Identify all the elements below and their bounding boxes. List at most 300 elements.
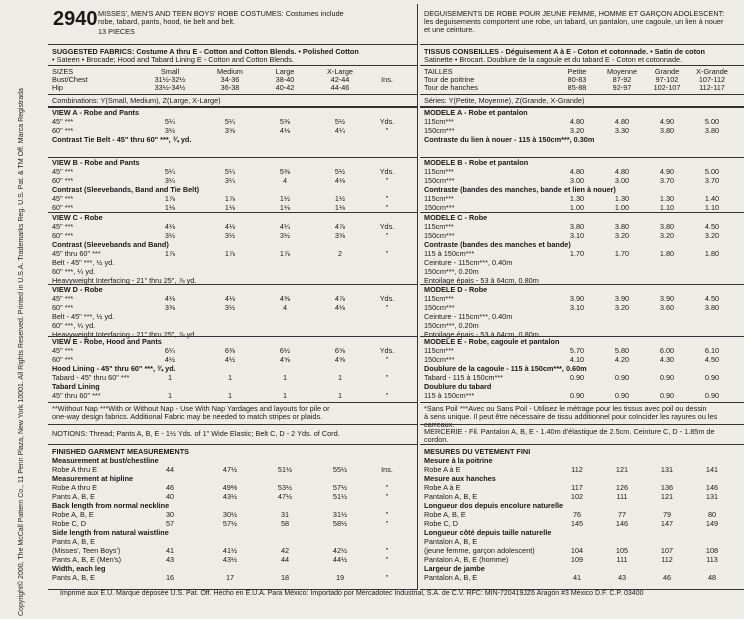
- copyright-sidebar: Copyright© 2000, The McCall Pattern Co., 11 Penn Plaza, New York 10001. All Rights Reserved. Printed in U.S.A. Trademarks Reg. U.S. Pat. & TM Off. Marca Registrada: [18, 88, 25, 616]
- modele-row-value: 3.10: [569, 303, 585, 312]
- mesure-row-value: 43: [617, 573, 627, 582]
- modele-row-value: 1.00: [614, 203, 630, 212]
- modele-row-value: 4.80: [614, 167, 630, 176]
- mesure-row-value: 136: [660, 483, 674, 492]
- finished-heading: FINISHED GARMENT MEASUREMENTS: [52, 447, 190, 456]
- modele-text: Contraste du lien à nouer - 115 à 150cm***, 0.30m: [424, 135, 595, 144]
- taille-value: 92-97: [612, 83, 632, 92]
- finished-row-value: 44: [280, 555, 290, 564]
- view-row-value: 1: [167, 391, 173, 400]
- finished-row-value: 43: [165, 555, 175, 564]
- mercerie: MERCERIE - Fil. Pantalon A, B, E - 1.40m d'élastique de 2.5cm. Ceinture C, D - 1.85m de: [424, 427, 715, 436]
- mesure-row-value: 121: [615, 465, 629, 474]
- view-row-value: 3½: [164, 126, 176, 135]
- view-row-value: 1⅞: [224, 249, 236, 258]
- view-row-value: 1½: [279, 194, 291, 203]
- combinations: Combinations: Y(Small, Medium), Z(Large, X-Large): [52, 96, 221, 105]
- finished-row-label: Robe A thru E: [52, 483, 98, 492]
- view-row-value: 1: [282, 373, 288, 382]
- modele-row-value: 5.00: [704, 167, 720, 176]
- view-row-value: 3⅜: [164, 303, 176, 312]
- modele-text: 150cm***, 0.20m: [424, 321, 479, 330]
- size-value: 40-42: [275, 83, 295, 92]
- modele-row-value: 0.90: [704, 391, 720, 400]
- size-unit: Ins.: [381, 75, 393, 84]
- view-row-value: 6½: [279, 346, 291, 355]
- view-row-label: 60" ***: [52, 355, 74, 364]
- view-row-value: 4⅛: [164, 294, 176, 303]
- modele-row-value: 1.30: [659, 194, 675, 203]
- modele-row-value: 1.30: [569, 194, 585, 203]
- view-row-value: 1½: [334, 194, 346, 203]
- view-row-value: 4⅛: [224, 294, 236, 303]
- notions-bottom-rule: [48, 444, 418, 445]
- finished-heading: Back length from normal neckline: [52, 501, 170, 510]
- modele-row-value: 0.90: [704, 373, 720, 382]
- view-text: 60" ***, ¼ yd.: [52, 321, 96, 330]
- view-row-value: 1: [167, 373, 173, 382]
- modele-row-value: 0.90: [659, 373, 675, 382]
- mesure-row-value: 102: [570, 492, 584, 501]
- mesure-row-value: 107: [660, 546, 674, 555]
- modele-row-value: 0.90: [659, 391, 675, 400]
- size-value: 44-46: [330, 83, 350, 92]
- mesure-row-label: Pantalon A, B, E (homme): [424, 555, 509, 564]
- modele-row-label: 150cm***: [424, 355, 455, 364]
- modele-row-label: 115cm***: [424, 117, 454, 126]
- finished-row-label: Robe C, D: [52, 519, 87, 528]
- finished-row-value: 17: [225, 573, 235, 582]
- view-row-value: 1⅞: [224, 194, 236, 203]
- view-row-value: 3½: [224, 303, 236, 312]
- finished-row-label: Robe A thru E: [52, 465, 98, 474]
- size-value: 31½-32½: [154, 75, 186, 84]
- view-row-value: 1: [282, 391, 288, 400]
- center-divider: [417, 4, 418, 589]
- mesure-row-label: (jeune femme, garçon adolescent): [424, 546, 535, 555]
- modele-row-label: 150cm***: [424, 231, 455, 240]
- view-text: VIEW B - Robe and Pants: [52, 158, 140, 167]
- mesure-row-value: 113: [706, 555, 718, 564]
- finished-row-value: 47½: [277, 492, 293, 501]
- fabrics-rule: [48, 65, 418, 66]
- size-value: 38-40: [275, 75, 295, 84]
- modele-row-value: 3.80: [659, 126, 675, 135]
- mesure-row-value: 111: [616, 492, 628, 501]
- taille-value: 85-88: [567, 83, 587, 92]
- mesure-heading: MESURES DU VETEMENT FINI: [424, 447, 531, 456]
- modele-text: MODELE C - Robe: [424, 213, 488, 222]
- taille-value: Petite: [567, 67, 587, 76]
- view-row-value: 5¼: [164, 117, 176, 126]
- english-panel: [48, 4, 418, 589]
- view-row-value: 1⅞: [164, 249, 176, 258]
- modele-row-label: 115 à 150cm***: [424, 391, 475, 400]
- modele-row-label: 115cm***: [424, 194, 454, 203]
- modele-row-value: 4.90: [659, 117, 675, 126]
- header-line: MISSES', MEN'S AND TEEN BOYS' ROBE COSTUMES: Costumes include: [98, 9, 344, 18]
- mesure-row-value: 121: [660, 492, 674, 501]
- view-row-value: ": [385, 373, 389, 382]
- nap-fr-text: à sens unique. Il peut être nécessaire de tissu additionnel pour coïncider les rayures ou les: [424, 412, 718, 421]
- fabrics-fr-rule: [420, 65, 744, 66]
- view-row-value: 4⅛: [334, 303, 346, 312]
- finished-row-value: Ins.: [381, 465, 393, 474]
- finished-row-value: 43½: [222, 555, 238, 564]
- mesure-row-label: Robe C, D: [424, 519, 459, 528]
- modele-row-value: 3.80: [704, 303, 720, 312]
- notions: NOTIONS: Thread; Pants A, B, E - 1½ Yds. of 1" Wide Elastic; Belt C, D - 2 Yds. of Cord.: [52, 429, 340, 438]
- view-row-value: Yds.: [379, 117, 395, 126]
- view-row-value: 5¼: [224, 167, 236, 176]
- taille-value: Grande: [654, 67, 680, 76]
- modele-row-value: 1.10: [704, 203, 720, 212]
- view-row-label: 60" ***: [52, 203, 74, 212]
- modele-text: 150cm***, 0.20m: [424, 267, 479, 276]
- modele-row-value: 1.70: [569, 249, 585, 258]
- modele-row-value: 0.90: [614, 373, 630, 382]
- notions-rule: [48, 424, 418, 425]
- taille-value: 80-83: [567, 75, 587, 84]
- view-row-value: 5¼: [164, 167, 176, 176]
- taille-value: 107-112: [698, 75, 726, 84]
- modele-row-value: 1.00: [569, 203, 585, 212]
- nap-text: **Without Nap ***With or Without Nap - Use With Nap Yardages and layouts for pile or: [52, 404, 330, 413]
- view-row-value: 2: [337, 249, 343, 258]
- finished-row-value: 47½: [222, 465, 238, 474]
- modele-row-value: 0.90: [569, 391, 585, 400]
- finished-row-label: Pants A, B, E: [52, 492, 95, 501]
- finished-row-value: ": [385, 492, 389, 501]
- view-row-value: 4⅞: [334, 294, 346, 303]
- modele-row-value: 3.00: [614, 176, 630, 185]
- modele-row-value: 1.80: [659, 249, 675, 258]
- modele-row-label: 150cm***: [424, 203, 455, 212]
- mesure-row-value: 109: [570, 555, 584, 564]
- view-row-value: 3½: [164, 231, 176, 240]
- view-row-value: 1⅞: [279, 249, 291, 258]
- size-value: X-Large: [327, 67, 353, 76]
- nap-fr-text: carreaux.: [424, 420, 455, 429]
- modele-text: Ceinture - 115cm***, 0.40m: [424, 312, 513, 321]
- view-row-value: 3¼: [164, 176, 176, 185]
- finished-heading: Measurement at bust/chestline: [52, 456, 159, 465]
- view-row-value: 3⅝: [224, 126, 236, 135]
- finished-row-value: 58½: [332, 519, 348, 528]
- sizes-label: Bust/Chest: [52, 75, 88, 84]
- modele-row-value: 6.00: [659, 346, 675, 355]
- view-text: Heavyweight Interfacing - 21" thru 25", ⅞ yd.: [52, 276, 197, 285]
- finished-row-value: 41: [165, 546, 175, 555]
- view-text: VIEW A - Robe and Pants: [52, 108, 140, 117]
- modele-row-value: 4.50: [704, 294, 720, 303]
- mesure-heading: Mesure aux hanches: [424, 474, 496, 483]
- modele-text: MODELE D - Robe: [424, 285, 488, 294]
- view-row-value: ": [385, 249, 389, 258]
- view-row-value: 5¼: [224, 117, 236, 126]
- modele-row-value: 1.30: [614, 194, 630, 203]
- finished-row-value: 44½: [332, 555, 348, 564]
- modele-row-value: 3.20: [614, 231, 630, 240]
- modele-row-value: 3.80: [569, 222, 585, 231]
- finished-row-value: 31: [280, 510, 290, 519]
- finished-row-value: ": [385, 510, 389, 519]
- taille-value: X-Grande: [696, 67, 728, 76]
- mesure-row-label: Robe A, B, E: [424, 510, 466, 519]
- modele-row-label: 150cm***: [424, 303, 455, 312]
- view-row-value: ": [385, 391, 389, 400]
- modele-row-label: 115cm***: [424, 167, 454, 176]
- pieces-count: 13 PIECES: [98, 27, 135, 36]
- mesure-row-value: 108: [705, 546, 719, 555]
- view-row-value: 1: [227, 391, 233, 400]
- mesure-row-label: Robe A à E: [424, 483, 461, 492]
- view-rule: [48, 212, 418, 213]
- modele-row-label: 150cm***: [424, 126, 455, 135]
- modele-row-value: 4.20: [614, 355, 630, 364]
- fabrics-fr-line: Satinette • Brocart. Doublure de la cagoule et du tabard E - Coton et cotonnade.: [424, 55, 683, 64]
- mesure-row-label: Pantalon A, B, E: [424, 573, 478, 582]
- mesure-heading: Pantalon A, B, E: [424, 537, 478, 546]
- view-row-value: ": [385, 355, 389, 364]
- view-row-value: 4: [282, 176, 288, 185]
- modele-row-value: 1.10: [659, 203, 675, 212]
- modele-row-value: 3.20: [704, 231, 720, 240]
- mesure-row-value: 111: [616, 555, 628, 564]
- size-value: 36-38: [220, 83, 240, 92]
- modele-row-value: 0.90: [614, 391, 630, 400]
- mesure-row-value: 131: [660, 465, 674, 474]
- view-row-value: 1⅛: [279, 203, 291, 212]
- modele-row-value: 3.30: [614, 126, 630, 135]
- modele-text: MODELE A - Robe et pantalon: [424, 108, 528, 117]
- mesure-heading: Longueur côté depuis taille naturelle: [424, 528, 552, 537]
- view-row-value: 5½: [334, 117, 346, 126]
- view-row-label: 60" ***: [52, 126, 74, 135]
- finished-heading: Side length from natural waistline: [52, 528, 169, 537]
- view-row-value: 6⅜: [224, 346, 236, 355]
- sizes-label: SIZES: [52, 67, 74, 76]
- modele-row-value: 3.80: [659, 222, 675, 231]
- finished-row-value: 53½: [277, 483, 293, 492]
- view-row-value: 1⅛: [224, 203, 236, 212]
- modele-row-value: 3.20: [569, 126, 585, 135]
- finished-heading: Width, each leg: [52, 564, 106, 573]
- sizes-rule: [48, 94, 418, 95]
- mesure-row-label: Pantalon A, B, E: [424, 492, 478, 501]
- taille-value: 112-117: [699, 83, 725, 92]
- series: Séries: Y(Petite, Moyenne), Z(Grande, X-Grande): [424, 96, 585, 105]
- view-row-value: Yds.: [379, 167, 395, 176]
- finished-row-label: Pants A, B, E: [52, 573, 95, 582]
- view-row-value: 4⅞: [334, 222, 346, 231]
- modele-text: Doublure du tabard: [424, 382, 492, 391]
- size-value: Small: [160, 67, 180, 76]
- mesure-row-value: 104: [570, 546, 584, 555]
- modele-row-value: 3.70: [704, 176, 720, 185]
- modele-row-value: 4.80: [569, 167, 585, 176]
- finished-row-value: ": [385, 519, 389, 528]
- view-row-label: 60" ***: [52, 176, 74, 185]
- mesure-row-value: 145: [570, 519, 584, 528]
- view-row-value: 5½: [334, 167, 346, 176]
- modele-text: MODELE B - Robe et pantalon: [424, 158, 529, 167]
- finished-row-value: ": [385, 555, 389, 564]
- view-row-value: 1⅛: [334, 203, 346, 212]
- view-row-label: 45" ***: [52, 194, 74, 203]
- size-value: 34-36: [220, 75, 240, 84]
- finished-row-value: 30½: [222, 510, 238, 519]
- modele-text: Contraste (bandes des manches et bande): [424, 240, 571, 249]
- view-row-value: 4⅝: [334, 355, 346, 364]
- modele-row-value: 1.70: [614, 249, 630, 258]
- modele-row-label: Tabard - 115 à 150cm***: [424, 373, 503, 382]
- mesure-row-value: 46: [662, 573, 672, 582]
- fabrics-line: • Sateen • Brocade; Hood and Tabard Lining E - Cotton and Cotton Blends.: [52, 55, 294, 64]
- sizes-label: Hip: [52, 83, 63, 92]
- view-row-value: 4⅛: [334, 176, 346, 185]
- modele-row-label: 115cm***: [424, 346, 454, 355]
- modele-row-value: 4.30: [659, 355, 675, 364]
- tailles-label: TAILLES: [424, 67, 453, 76]
- view-row-value: ": [385, 303, 389, 312]
- view-row-value: 4⅝: [279, 355, 291, 364]
- nap-fr-rule: [420, 402, 744, 403]
- finished-row-value: 57: [165, 519, 175, 528]
- view-row-value: ": [385, 231, 389, 240]
- view-row-value: 6⅝: [334, 346, 346, 355]
- finished-row-value: 19: [335, 573, 345, 582]
- finished-row-value: 57½: [332, 483, 348, 492]
- view-row-value: Yds.: [379, 346, 395, 355]
- modele-row-value: 3.00: [569, 176, 585, 185]
- mesure-heading: Largeur de jambe: [424, 564, 485, 573]
- size-value: Medium: [217, 67, 243, 76]
- modele-row-value: 3.20: [659, 231, 675, 240]
- header-fr-line: et une ceinture.: [424, 25, 475, 34]
- finished-row-value: 40: [165, 492, 175, 501]
- mesure-row-value: 105: [615, 546, 629, 555]
- mercerie-rule: [420, 424, 744, 425]
- modele-row-label: 115 à 150cm***: [424, 249, 475, 258]
- mesure-heading: Mesure à la poitrine: [424, 456, 493, 465]
- finished-row-value: 42: [280, 546, 290, 555]
- view-row-value: ": [385, 176, 389, 185]
- view-text: Contrast (Sleevebands and Band): [52, 240, 169, 249]
- modele-row-value: 3.90: [614, 294, 630, 303]
- mesure-row-value: 146: [705, 483, 719, 492]
- finished-row-value: ": [385, 483, 389, 492]
- view-row-label: 60" ***: [52, 231, 74, 240]
- view-row-value: 5⅜: [279, 117, 291, 126]
- view-row-value: 4½: [224, 355, 236, 364]
- mesure-row-value: 141: [705, 465, 719, 474]
- view-row-value: 4½: [164, 355, 176, 364]
- modele-row-value: 6.10: [704, 346, 720, 355]
- modele-text: Doublure de la cagoule - 115 à 150cm***, 0.60m: [424, 364, 587, 373]
- view-text: VIEW D - Robe: [52, 285, 103, 294]
- mercerie: cordon.: [424, 435, 449, 444]
- nap-fr-text: *Sans Poil ***Avec ou Sans Poil - Utilisez le métrage pour les tissus avec poil ou dessin: [424, 404, 707, 413]
- modele-row-value: 3.70: [659, 176, 675, 185]
- modele-row-value: 4.90: [659, 167, 675, 176]
- mesure-row-value: 112: [661, 555, 673, 564]
- view-row-value: 1⅞: [164, 194, 176, 203]
- mesure-row-value: 76: [572, 510, 582, 519]
- finished-row-label: Pants A, B, E (Men's): [52, 555, 122, 564]
- finished-row-value: 18: [280, 573, 290, 582]
- modele-text: Contraste (bandes des manches, bande et lien à nouer): [424, 185, 616, 194]
- mesure-row-value: 149: [705, 519, 719, 528]
- view-row-value: 3¼: [224, 176, 236, 185]
- finished-heading: Measurement at hipline: [52, 474, 134, 483]
- taille-value: Moyenne: [606, 67, 638, 76]
- taille-value: 97-102: [655, 75, 679, 84]
- tailles-label: Tour de poitrine: [424, 75, 475, 84]
- view-row-value: 4: [282, 303, 288, 312]
- modele-row-value: 0.90: [569, 373, 585, 382]
- view-row-value: 1⅛: [164, 203, 176, 212]
- tailles-label: Tour de hanches: [424, 83, 478, 92]
- modele-row-value: 4.80: [614, 117, 630, 126]
- mesure-row-value: 77: [617, 510, 627, 519]
- modele-row-value: 5.80: [614, 346, 630, 355]
- finished-heading: Pants A, B, E: [52, 537, 95, 546]
- view-text: 60" ***, ¼ yd.: [52, 267, 96, 276]
- modele-row-value: 3.20: [614, 303, 630, 312]
- mesure-heading: Longueur dos depuis encolure naturelle: [424, 501, 564, 510]
- modele-row-value: 3.60: [659, 303, 675, 312]
- modele-row-value: 3.10: [569, 231, 585, 240]
- view-row-value: Yds.: [379, 222, 395, 231]
- modele-row-label: 115cm***: [424, 222, 454, 231]
- view-row-value: 4¼: [279, 222, 291, 231]
- mesure-row-value: 117: [571, 483, 583, 492]
- finished-row-value: 51½: [332, 492, 348, 501]
- finished-row-value: 58: [280, 519, 290, 528]
- finished-row-value: 51½: [277, 465, 293, 474]
- view-row-value: 4¼: [334, 126, 346, 135]
- view-row-value: 6¼: [164, 346, 176, 355]
- modele-row-label: 115cm***: [424, 294, 454, 303]
- modele-row-value: 3.80: [704, 126, 720, 135]
- nap-text: one-way design fabrics. Additional Fabric may be needed to match stripes or plaids.: [52, 412, 323, 421]
- size-value: 42-44: [330, 75, 350, 84]
- view-text: VIEW C - Robe: [52, 213, 103, 222]
- mesure-row-value: 48: [707, 573, 717, 582]
- mesure-row-value: 147: [660, 519, 674, 528]
- fabrics-line: SUGGESTED FABRICS: Costume A thru E - Cotton and Cotton Blends. • Polished Cotton: [52, 47, 359, 56]
- finished-row-value: 31½: [332, 510, 348, 519]
- header-fr-line: les deguisements comportent une robe, un tabard, un pantalon, une cagoule, un lien à nouer: [424, 17, 724, 26]
- view-row-value: ": [385, 203, 389, 212]
- view-text: Tabard Lining: [52, 382, 100, 391]
- mesure-row-value: 80: [707, 510, 717, 519]
- finished-row-label: Robe A, B, E: [52, 510, 94, 519]
- mesure-row-value: 126: [615, 483, 629, 492]
- modele-row-value: 5.70: [569, 346, 585, 355]
- view-text: Belt - 45" ***, ½ yd.: [52, 258, 115, 267]
- view-row-label: 45" thru 60" ***: [52, 249, 101, 258]
- taille-value: 87-92: [612, 75, 632, 84]
- mesure-row-value: 41: [572, 573, 582, 582]
- footer-note: Imprimé aux E.U. Marque déposée U.S. Pat. Off. Hecho en E.U.A. Para México: Importado por Mercadotec Industrial, S.A. de C.V. RFC: MIN-720419JZ6 Aragón #3 México D.F. C.P. 03400: [60, 590, 644, 597]
- view-row-label: 45" ***: [52, 222, 74, 231]
- finished-row-value: 30: [165, 510, 175, 519]
- view-row-value: 3½: [224, 231, 236, 240]
- view-row-value: 4⅛: [224, 222, 236, 231]
- modele-text: Entoilage épais - 53 à 64cm, 0.80m: [424, 276, 539, 285]
